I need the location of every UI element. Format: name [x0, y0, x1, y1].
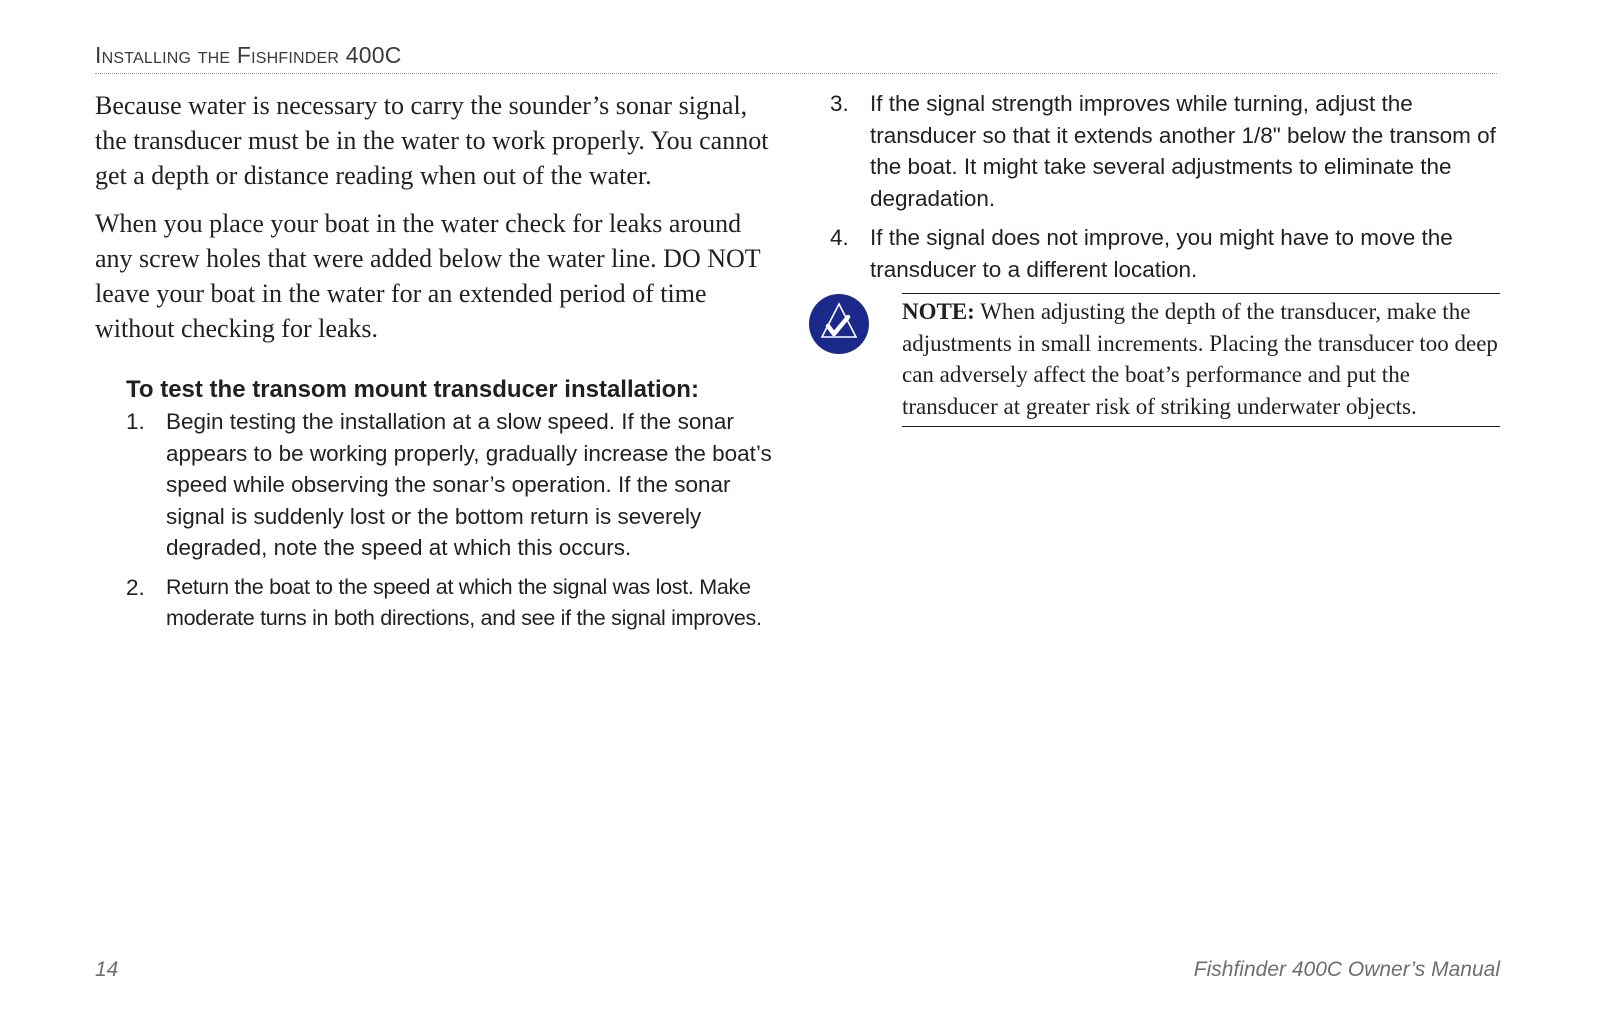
list-item	[830, 222, 1500, 285]
step-text: If the signal strength improves while turning, adjust the transducer so that it extends another 1/8" below the transom of the boat. It might take several adjustments to eliminate the degradation.	[870, 91, 1496, 211]
list-item	[126, 572, 785, 635]
note-body: When adjusting the depth of the transducer, make the adjustments in small increments. Placing the transducer too deep can adversely affect the boat’s performance and put the transducer at greater risk of striking underwater objects.	[902, 299, 1498, 419]
list-item	[830, 88, 1500, 214]
list-item	[126, 406, 785, 564]
step-text: Return the boat to the speed at which the signal was lost. Make moderate turns in both directions, and see if the signal improves.	[166, 574, 762, 630]
note-checkmark-icon	[808, 293, 870, 355]
right-column	[830, 88, 1500, 427]
procedure-steps-continued	[830, 88, 1500, 285]
left-column	[95, 88, 785, 643]
body-paragraph: When you place your boat in the water check for leaks around any screw holes that were added below the water line. DO NOT leave your boat in the water for an extended period of time without checking for leaks.	[95, 209, 761, 343]
step-number: 1.	[126, 409, 145, 434]
manual-title: Fishfinder 400C Owner’s Manual	[1193, 958, 1500, 981]
note-callout	[830, 293, 1500, 427]
step-text: Begin testing the installation at a slow speed. If the sonar appears to be working properly, gradually increase the boat’s speed while observing the sonar’s operation. If the sonar signal is suddenly lost or the bottom return is severely degraded, note the speed at which this occurs.	[166, 409, 772, 560]
step-number: 3.	[830, 91, 849, 116]
page-number: 14	[95, 958, 119, 981]
body-paragraph: Because water is necessary to carry the sounder’s sonar signal, the transducer must be in the water to work properly. You cannot get a depth or distance reading when out of the water.	[95, 91, 769, 190]
note-text	[902, 293, 1500, 427]
running-head: Installing the Fishfinder 400C	[95, 42, 1497, 74]
step-text: If the signal does not improve, you might have to move the transducer to a different location.	[870, 225, 1453, 282]
procedure-heading: To test the transom mount transducer installation:	[126, 376, 699, 403]
procedure-steps	[126, 406, 785, 635]
note-label: NOTE:	[902, 299, 975, 324]
step-number: 2.	[126, 574, 145, 600]
step-number: 4.	[830, 225, 849, 250]
